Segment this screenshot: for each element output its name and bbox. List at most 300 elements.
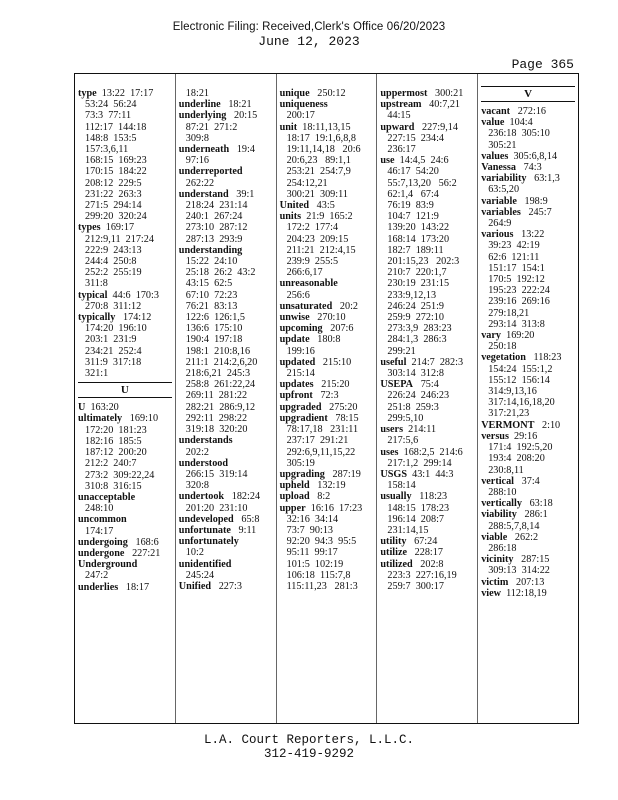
page-refs: 44:6 170:3 [107, 289, 159, 301]
page-refs: 259:9 272:10 [387, 312, 444, 324]
page-refs: 172:2 177:4 [286, 222, 339, 234]
headword: type [78, 88, 97, 99]
page-refs: 78:15 [327, 412, 359, 424]
headword: ultimately [78, 413, 123, 425]
headword: unacceptable [78, 491, 136, 503]
page-refs: 237:17 291:21 [286, 435, 349, 447]
index-entry [380, 88, 474, 99]
page-refs: 169:10 [122, 413, 159, 425]
index-term [179, 166, 273, 177]
page-refs: 202:8 [412, 558, 444, 570]
page-refs: 62:1,4 67:4 [387, 188, 439, 200]
index-entry [481, 173, 575, 195]
index-term [380, 99, 474, 110]
page-refs: 211:21 212:4,15 [286, 244, 356, 256]
index-entry [481, 330, 575, 352]
index-term [78, 402, 172, 413]
index-entry [179, 514, 273, 525]
index-column-1 [75, 74, 175, 723]
index-entry [280, 357, 374, 379]
index-term [179, 536, 273, 547]
headword: utilize [380, 547, 407, 559]
index-entry [179, 245, 273, 435]
page-refs: 208:12 229:5 [85, 177, 142, 189]
page-refs: 272:16 [510, 106, 547, 117]
page-refs: 148:8 153:5 [85, 132, 137, 144]
index-term [481, 420, 575, 431]
index-entry [481, 577, 575, 588]
index-term [481, 554, 575, 565]
index-entry [179, 491, 273, 513]
index-term [78, 559, 172, 570]
page-refs: 244:4 250:8 [85, 256, 137, 268]
page-refs: 87:21 271:2 [185, 121, 238, 133]
index-term [380, 547, 474, 558]
headword: upfront [279, 390, 313, 402]
headword: underline [178, 99, 221, 111]
page-refs: 200:17 [286, 110, 315, 122]
filing-stamp: Electronic Filing: Received,Clerk's Office 06/20/2023 [172, 21, 446, 33]
index-term [280, 122, 374, 133]
page-refs: 234:21 252:4 [85, 345, 142, 357]
reporter-name: L.A. Court Reporters, L.L.C. [203, 733, 415, 747]
page-refs: 273:10 287:12 [185, 222, 248, 234]
index-entry [380, 122, 474, 156]
page-refs: 288:5,7,8,14 [488, 520, 540, 532]
page-refs: 55:7,13,20 56:2 [387, 177, 457, 189]
page-refs: 44:15 [387, 110, 411, 122]
index-entry [78, 492, 172, 514]
headword: users [380, 424, 404, 436]
page-refs: 204:23 209:15 [286, 233, 349, 245]
index-term [380, 155, 474, 166]
index-entry [280, 312, 374, 323]
index-term [280, 211, 374, 222]
index-entry [380, 469, 474, 491]
page-refs: 212:2 240:7 [85, 458, 137, 470]
page-refs: 253:21 254:7,9 [286, 166, 351, 178]
page-refs: 305:19 [286, 457, 315, 469]
page-refs: 32:16 34:14 [286, 513, 339, 525]
headword: undertook [178, 491, 225, 503]
index-term [280, 480, 374, 491]
page-refs: 210:7 220:1,7 [387, 267, 447, 279]
headword: variability [481, 173, 527, 185]
index-entry [179, 88, 273, 99]
page-refs: 227:9,14 [414, 121, 458, 133]
page-refs: 18:21 [220, 99, 252, 111]
headword: useful [380, 356, 407, 368]
headword: vegetation [481, 352, 526, 364]
index-entry [481, 554, 575, 576]
page-refs: 300:21 309:11 [286, 188, 348, 200]
index-entry [78, 413, 172, 491]
headword: units [279, 211, 302, 223]
page-refs: 266:6,17 [286, 267, 323, 279]
index-entry [179, 99, 273, 110]
page-refs: 15:22 24:10 [185, 256, 238, 268]
page-refs: 270:8 311:12 [85, 300, 142, 312]
page-refs: 321:1 [85, 368, 109, 380]
page-refs: 239:16 269:16 [488, 296, 550, 308]
headword: typical [78, 289, 108, 301]
headword: upper [279, 502, 306, 514]
index-entry [481, 207, 575, 229]
index-entry [481, 117, 575, 151]
headword: usually [380, 491, 412, 503]
page-refs: 251:8 259:3 [387, 401, 439, 413]
page-refs: 212:9,11 217:24 [85, 233, 154, 245]
index-term [380, 559, 474, 570]
index-entry [380, 357, 474, 379]
page-refs: 118:23 [411, 491, 448, 503]
headword: understanding [178, 244, 243, 256]
headword: unfortunately [178, 536, 239, 548]
index-term [280, 413, 374, 424]
page-refs: 309:13 314:22 [488, 565, 550, 577]
page-refs: 20:15 [226, 110, 258, 122]
index-term [481, 229, 575, 240]
page-refs: 227:21 [124, 547, 161, 559]
index-entry [280, 491, 374, 502]
page-refs: 292:11 298:22 [185, 412, 248, 424]
page-refs: 46:17 54:20 [387, 166, 439, 178]
page-refs: 63:5,20 [488, 184, 520, 196]
index-column-4 [376, 74, 477, 723]
page-refs: 287:15 [513, 554, 550, 566]
page-refs: 25:18 26:2 43:2 [185, 267, 256, 279]
index-entry [179, 110, 273, 144]
page-refs: 139:20 143:22 [387, 222, 450, 234]
page-refs: 236:18 305:10 [488, 128, 550, 140]
headword: upward [380, 121, 415, 133]
page-refs: 118:23 [525, 352, 562, 364]
index-term [380, 469, 474, 480]
index-term [481, 330, 575, 341]
page-refs: 43:15 62:5 [185, 278, 233, 290]
page-refs: 279:18,21 [488, 307, 530, 319]
page-refs: 270:10 [309, 312, 346, 324]
headword: upgradient [279, 412, 328, 424]
headword: viable [481, 531, 508, 543]
page-refs: 245:24 [185, 569, 215, 581]
headword: uniqueness [279, 99, 328, 111]
page-refs: 310:8 316:15 [85, 480, 142, 492]
index-term [280, 323, 374, 334]
page-refs: 252:2 255:19 [85, 267, 142, 279]
page-refs: 299:5,10 [387, 412, 424, 424]
page-refs: 18:17 [118, 581, 150, 593]
headword: underlying [178, 110, 227, 122]
page-refs: 157:3,6,11 [85, 144, 129, 156]
page-refs: 231:22 263:3 [85, 188, 142, 200]
index-term [78, 492, 172, 503]
page-refs: 250:18 [488, 341, 517, 353]
page-refs: 305:21 [488, 139, 517, 151]
headword: upgraded [279, 401, 322, 413]
page-refs: 233:9,12,13 [387, 289, 437, 301]
page-refs: 18:11,13,15 [297, 121, 351, 133]
index-term [481, 588, 575, 599]
page-refs: 20:6,23 89:1,1 [286, 155, 351, 167]
page-refs: 92:20 94:3 95:5 [286, 536, 357, 548]
page-refs: 199:16 [286, 345, 315, 357]
index-entry [179, 525, 273, 536]
page-refs: 174:12 [115, 312, 152, 324]
page-refs: 29:16 [508, 430, 538, 442]
index-entry [481, 420, 575, 431]
index-entry [481, 162, 575, 173]
index-entry [481, 106, 575, 117]
index-term [78, 514, 172, 525]
page-refs: 287:13 293:9 [185, 233, 243, 245]
page-refs: 63:1,3 [526, 173, 560, 185]
headword: uncommon [78, 514, 127, 526]
index-term [380, 122, 474, 133]
page-refs: 43:5 [309, 200, 335, 212]
headword: underlies [78, 581, 119, 593]
index-term [280, 491, 374, 502]
page-refs: 284:1,3 286:3 [387, 334, 447, 346]
page-refs: 299:21 [387, 345, 416, 357]
page-refs: 287:19 [324, 468, 361, 480]
index-term [179, 189, 273, 200]
index-entry [280, 503, 374, 593]
page-refs: 193:4 208:20 [488, 453, 545, 465]
page-refs: 168:14 173:20 [387, 233, 450, 245]
page-refs: 75:4 [413, 379, 439, 391]
index-term [280, 402, 374, 413]
page-refs: 217:1,2 299:14 [387, 457, 452, 469]
page-refs: 320:8 [185, 480, 210, 492]
index-entry [481, 532, 575, 554]
page-refs: 104:7 121:9 [387, 211, 439, 223]
page-refs: 63:18 [521, 498, 553, 510]
page-refs: 187:12 200:20 [85, 447, 147, 459]
index-entry [280, 334, 374, 356]
page-refs: 286:1 [516, 509, 548, 521]
headword: vertically [481, 498, 522, 510]
page-refs: 76:19 83:9 [387, 200, 434, 212]
page-refs: 266:15 319:14 [185, 468, 248, 480]
index-column-5 [477, 74, 578, 723]
page-refs: 76:21 83:13 [185, 300, 238, 312]
index-entry [280, 480, 374, 491]
page-refs: 19:4 [229, 144, 255, 156]
word-index-table [74, 73, 579, 724]
page-refs: 264:9 [488, 218, 512, 230]
index-term [179, 559, 273, 570]
headword: VERMONT [481, 419, 535, 431]
index-entry [78, 88, 172, 222]
page-refs: 311:9 317:18 [85, 356, 142, 368]
page-refs: 67:24 [406, 536, 438, 548]
page-refs: 201:20 231:10 [185, 502, 248, 514]
headword: uses [380, 446, 399, 458]
page-refs: 78:17,18 231:11 [286, 424, 359, 436]
page-refs: 171:4 192:5,20 [488, 442, 553, 454]
index-term [280, 379, 374, 390]
page-refs: 53:24 56:24 [85, 99, 137, 111]
index-entry [380, 536, 474, 547]
page-refs: 2:10 [534, 419, 561, 431]
page-refs: 240:1 267:24 [185, 211, 243, 223]
index-term [481, 352, 575, 363]
page-refs: 246:24 251:9 [387, 300, 444, 312]
headword: update [279, 334, 310, 346]
index-term [280, 200, 374, 211]
index-term [179, 525, 273, 536]
index-term [481, 207, 575, 218]
index-entry [380, 447, 474, 469]
page-refs: 95:11 99:17 [286, 547, 338, 559]
index-term [179, 458, 273, 469]
page-refs: 262:22 [185, 177, 215, 189]
page-refs: 271:5 294:14 [85, 200, 142, 212]
index-term [380, 424, 474, 435]
index-entry [280, 413, 374, 469]
page-refs: 286:18 [488, 542, 517, 554]
index-entry [380, 155, 474, 357]
court-reporter-footer [0, 733, 618, 761]
index-term [380, 379, 474, 390]
section-letter: V [481, 86, 575, 102]
page-refs: 248:10 [85, 503, 114, 515]
page-refs: 136:6 175:10 [185, 323, 243, 335]
page-refs: 273:2 309:22,24 [85, 469, 155, 481]
page-refs: 13:22 17:17 [96, 88, 154, 99]
headword: understood [178, 457, 229, 469]
index-entry [179, 435, 273, 457]
index-entry [481, 196, 575, 207]
headword: U [78, 402, 86, 414]
page-refs: 269:11 281:22 [185, 390, 248, 402]
headword: unwise [279, 312, 310, 324]
index-term [481, 117, 575, 128]
headword: Unified [178, 580, 212, 592]
headword: typically [78, 312, 116, 324]
page-refs: 228:17 [406, 547, 443, 559]
index-entry [280, 99, 374, 121]
page-refs: 155:12 156:14 [488, 374, 550, 386]
page-refs: 62:6 121:11 [488, 251, 540, 263]
page-refs: 40:7,21 [421, 99, 461, 111]
index-entry [179, 559, 273, 581]
page-refs: 239:9 255:5 [286, 256, 339, 268]
index-term [280, 278, 374, 289]
page-refs: 293:14 313:8 [488, 318, 545, 330]
index-entry [78, 290, 172, 312]
index-entry [179, 144, 273, 166]
index-entry [280, 278, 374, 300]
index-entry [481, 229, 575, 330]
index-term [78, 548, 172, 559]
page-refs: 73:7 90:13 [286, 524, 334, 536]
headword: undergone [78, 547, 125, 559]
page-refs: 43:1 44:3 [407, 468, 454, 480]
headword: unsaturated [279, 300, 333, 312]
headword: variable [481, 195, 517, 207]
page-refs: 21:9 165:2 [301, 211, 353, 223]
page-refs: 207:6 [322, 323, 354, 335]
headword: undergoing [78, 536, 128, 548]
page-refs: 223:3 227:16,19 [387, 569, 457, 581]
headword: versus [481, 430, 509, 442]
page-refs: 67:10 72:23 [185, 289, 238, 301]
page-number: Page 365 [511, 57, 574, 72]
page-refs: 168:6 [127, 536, 159, 548]
page-refs: 132:19 [309, 480, 346, 492]
headword: USEPA [380, 379, 414, 391]
page-refs: 258:8 261:22,24 [185, 379, 256, 391]
index-entry [78, 559, 172, 581]
index-term [78, 312, 172, 323]
headword: Underground [78, 559, 138, 571]
index-term [280, 469, 374, 480]
headword: values [481, 150, 509, 162]
index-entry [380, 99, 474, 121]
index-term [78, 290, 172, 301]
page-refs: 292:6,9,11,15,22 [286, 446, 356, 458]
page-refs: 317:21,23 [488, 408, 530, 420]
page-refs: 207:13 [508, 576, 545, 588]
page-refs: 215:20 [313, 379, 350, 391]
page-refs: 288:10 [488, 486, 517, 498]
headword: unfortunate [178, 524, 231, 536]
page-refs: 218:24 231:14 [185, 200, 248, 212]
index-entry [280, 402, 374, 413]
index-entry [280, 200, 374, 211]
page-refs: 217:5,6 [387, 435, 419, 447]
page-refs: 170:15 184:22 [85, 166, 147, 178]
page-refs: 8:2 [309, 491, 331, 503]
page-refs: 154:24 155:1,2 [488, 363, 553, 375]
index-entry [179, 166, 273, 188]
page-refs: 74:3 [515, 162, 542, 174]
index-entry [481, 352, 575, 419]
index-entry [179, 536, 273, 558]
page-refs: 282:21 286:9,12 [185, 401, 256, 413]
index-term [481, 532, 575, 543]
index-entry [380, 379, 474, 424]
index-entry [78, 537, 172, 548]
page-refs: 104:4 [504, 117, 533, 129]
page-refs: 9:11 [230, 524, 257, 536]
headword: vertical [481, 475, 514, 487]
page-refs: 215:14 [286, 368, 315, 380]
headword: updates [279, 379, 314, 391]
headword: various [481, 229, 514, 241]
page-refs: 309:8 [185, 132, 210, 144]
page-refs: 273:3,9 283:23 [387, 323, 452, 335]
index-term [481, 173, 575, 184]
page-refs: 222:9 243:13 [85, 244, 142, 256]
headword: understands [178, 435, 233, 447]
headword: Vanessa [481, 162, 516, 174]
index-term [380, 536, 474, 547]
page-refs: 190:4 197:18 [185, 334, 243, 346]
page-refs: 231:14,15 [387, 524, 429, 536]
index-entry [179, 189, 273, 245]
index-entry [481, 498, 575, 509]
index-term [179, 581, 273, 592]
page-refs: 319:18 320:20 [185, 424, 248, 436]
headword: upload [279, 491, 310, 503]
headword: underneath [178, 144, 230, 156]
headword: viability [481, 509, 517, 521]
page-refs: 10:2 [185, 547, 204, 559]
page-refs: 254:12,21 [286, 177, 328, 189]
